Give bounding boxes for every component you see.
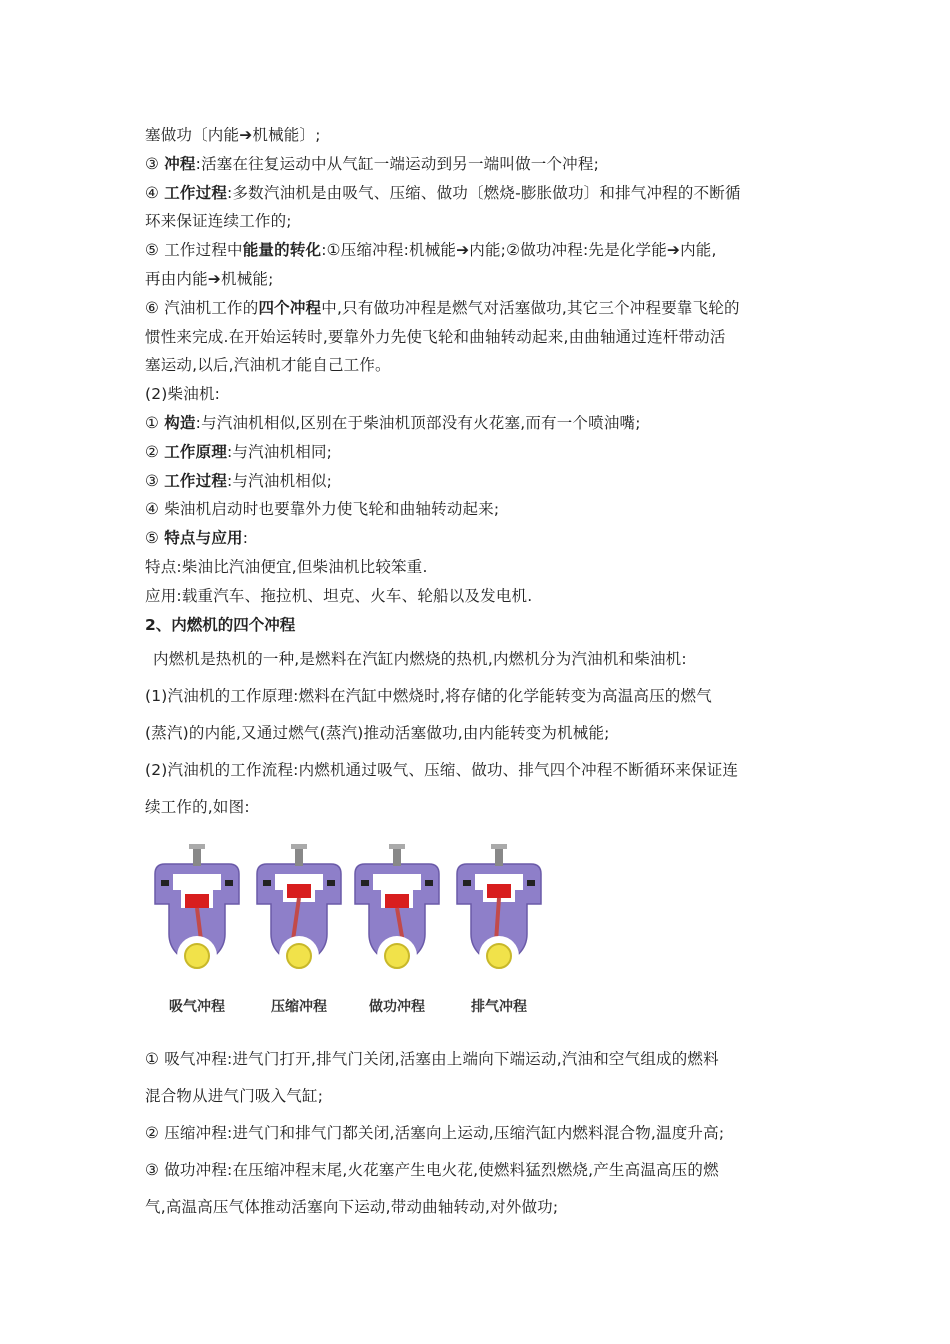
text-line: ④ 柴油机启动时也要靠外力使飞轮和曲轴转动起来; [145,500,500,519]
text-line: 内燃机是热机的一种,是燃料在汽缸内燃烧的热机,内燃机分为汽油机和柴油机: [153,649,687,668]
engine-illustration [351,844,443,994]
bold-term: 能量的转化 [242,241,322,260]
text-line: (2)汽油机的工作流程:内燃机通过吸气、压缩、做功、排气四个冲程不断循环来保证连 [145,760,739,779]
text-line: ③ 做功冲程:在压缩冲程末尾,火花塞产生电火花,使燃料猛烈燃烧,产生高温高压的燃 [145,1160,719,1179]
text-line: 环来保证连续工作的; [145,212,292,231]
text-span: 中,只有做功冲程是燃气对活塞做功,其它三个冲程要靠飞轮的 [321,298,740,317]
text-span: :与汽油机相同; [227,442,333,461]
text-line [145,153,825,175]
text-line: 混合物从进气门吸入气缸; [145,1086,324,1105]
bold-term: 工作过程 [164,183,228,202]
text-span: : [242,529,249,548]
figure-caption: 压缩冲程 [271,998,327,1015]
list-number: ② [145,442,165,461]
compression-stroke-engine [253,844,345,994]
text-line [145,527,825,549]
bold-term: 工作原理 [164,442,228,461]
text-span: :多数汽油机是由吸气、压缩、做功〔燃烧-膨胀做功〕和排气冲程的不断循 [227,183,741,202]
list-number: ⑤ [145,529,165,548]
text-line [145,182,825,204]
bold-term: 工作过程 [164,471,228,490]
list-number: ③ [145,471,165,490]
text-line: 气,高温高压气体推动活塞向下运动,带动曲轴转动,对外做功; [145,1197,559,1216]
text-line [145,297,825,319]
bold-term: 四个冲程 [258,298,322,317]
text-line: 惯性来完成.在开始运转时,要靠外力先使飞轮和曲轴转动起来,由曲轴通过连杆带动活 [145,327,726,346]
engine-illustration [151,844,243,994]
text-line [145,239,825,261]
text-line: 塞运动,以后,汽油机才能自己工作。 [145,356,391,375]
text-line: (蒸汽)的内能,又通过燃气(蒸汽)推动活塞做功,由内能转变为机械能; [145,723,610,742]
text-line: 应用:载重汽车、拖拉机、坦克、火车、轮船以及发电机. [145,586,533,605]
figure-caption: 做功冲程 [369,998,425,1015]
text-line: 塞做功〔内能➔机械能〕; [145,126,321,144]
text-span: :与汽油机相似,区别在于柴油机顶部没有火花塞,而有一个喷油嘴; [195,413,641,432]
text-span: :①压缩冲程:机械能➔内能;②做功冲程:先是化学能➔内能, [321,241,717,260]
bold-term: 特点与应用 [164,529,243,548]
text-span: :与汽油机相似; [227,471,333,490]
engine-illustration [253,844,345,994]
text-span: ⑤ 工作过程中 [145,241,243,260]
engine-illustration [453,844,545,994]
text-span: :活塞在往复运动中从气缸一端运动到另一端叫做一个冲程; [195,154,599,173]
bold-term: 冲程 [164,154,196,173]
figure-caption: 吸气冲程 [169,998,225,1015]
text-line: 特点:柴油比汽油便宜,但柴油机比较笨重. [145,557,428,576]
list-number: ④ [145,183,165,202]
text-line: (1)汽油机的工作原理:燃料在汽缸中燃烧时,将存储的化学能转变为高温高压的燃气 [145,686,712,705]
text-line: (2)柴油机: [145,385,221,404]
four-stroke-figure [149,844,549,1024]
figure-caption: 排气冲程 [471,998,527,1015]
text-line: 续工作的,如图: [145,797,250,816]
exhaust-stroke-engine [453,844,545,994]
list-number: ① [145,413,165,432]
text-span: ⑥ 汽油机工作的 [145,298,259,317]
intake-stroke-engine [151,844,243,994]
list-number: ③ [145,154,165,173]
text-line: ② 压缩冲程:进气门和排气门都关闭,活塞向上运动,压缩汽缸内燃料混合物,温度升高; [145,1123,725,1142]
section-heading: 2、内燃机的四个冲程 [145,615,296,634]
text-line [145,412,825,434]
text-line: 再由内能➔机械能; [145,269,274,288]
power-stroke-engine [351,844,443,994]
document-page [145,124,825,1233]
text-line [145,470,825,492]
text-line [145,441,825,463]
bold-term: 构造 [164,413,196,432]
text-line: ① 吸气冲程:进气门打开,排气门关闭,活塞由上端向下端运动,汽油和空气组成的燃料 [145,1049,719,1068]
